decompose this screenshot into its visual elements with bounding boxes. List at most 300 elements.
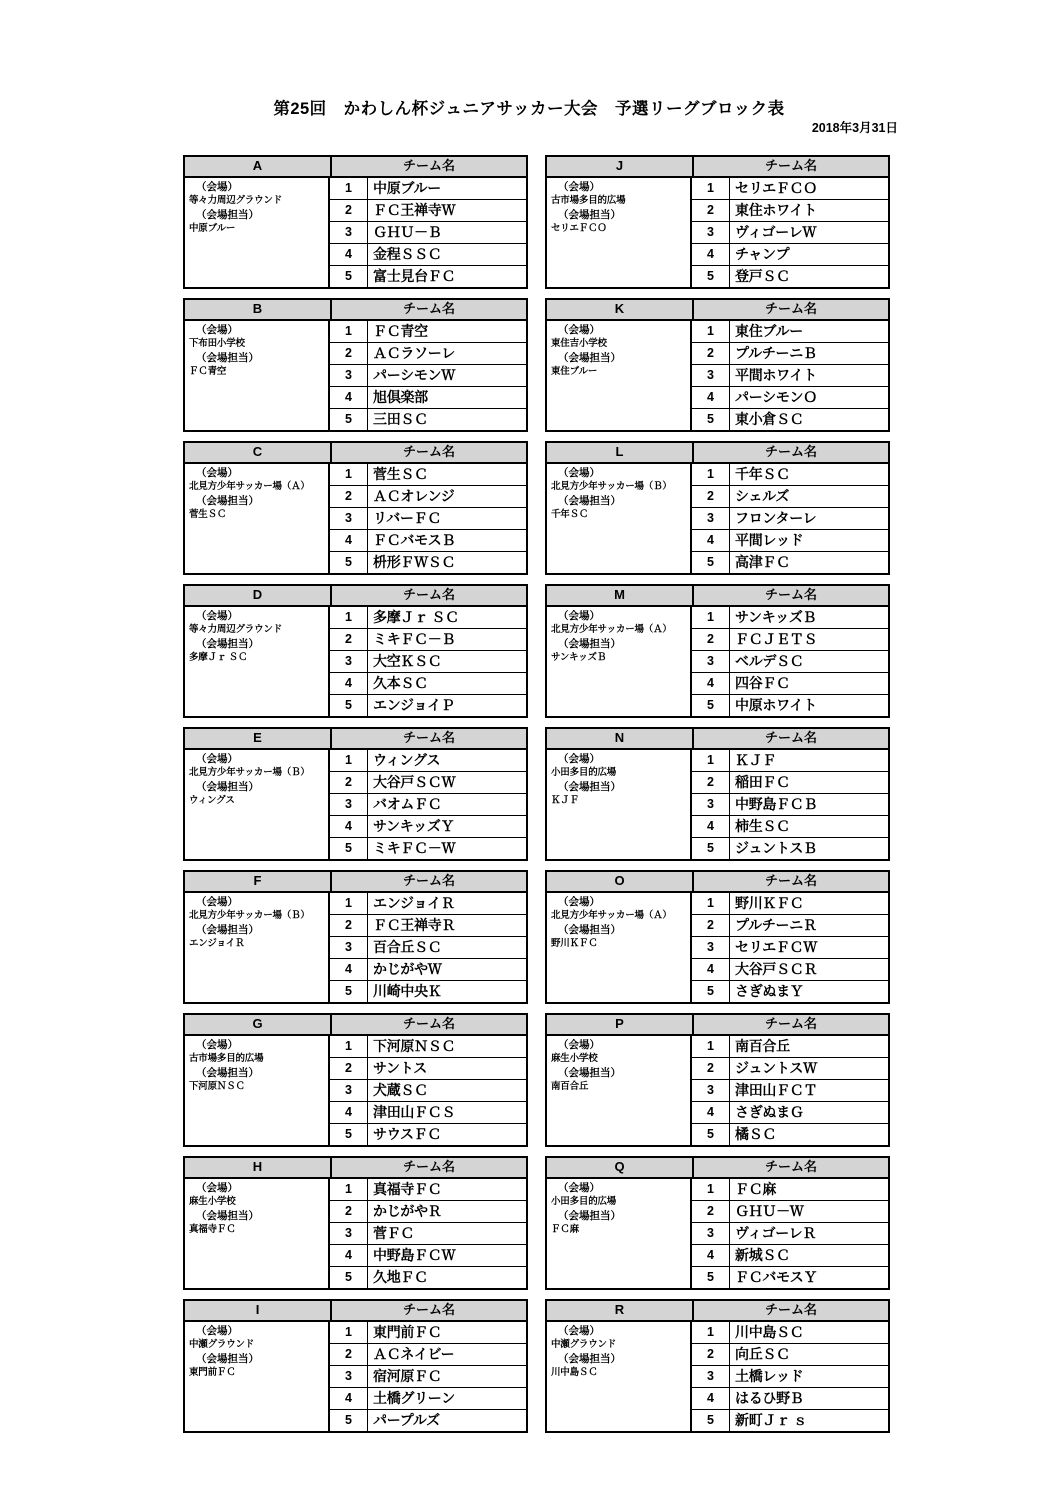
group-block xyxy=(545,1156,890,1290)
team-number: 1 xyxy=(330,1322,368,1343)
group-block xyxy=(545,298,890,432)
team-name-column-header: チーム名 xyxy=(764,158,817,173)
table-row xyxy=(330,1410,526,1431)
team-number: 2 xyxy=(330,1201,368,1222)
team-name: 久本ＳＣ xyxy=(373,675,428,691)
team-name: ミキＦＣ－Ｂ xyxy=(373,631,456,647)
team-name: かじがやＷ xyxy=(373,961,442,977)
team-number: 1 xyxy=(330,464,368,485)
team-number: 4 xyxy=(692,1102,730,1123)
venue-manager-name: 千年ＳＣ xyxy=(551,509,589,520)
table-row xyxy=(330,321,526,343)
table-row xyxy=(330,552,526,573)
team-name: 菅生ＳＣ xyxy=(373,466,428,482)
table-row xyxy=(330,1102,526,1124)
team-number: 3 xyxy=(692,937,730,958)
block-header xyxy=(547,1158,888,1179)
team-name: 三田ＳＣ xyxy=(373,411,428,427)
group-block xyxy=(545,441,890,575)
block-header xyxy=(547,586,888,607)
venue-manager-name: エンジョイＲ xyxy=(189,938,245,949)
venue-info xyxy=(185,178,330,287)
team-name-column-header: チーム名 xyxy=(764,1302,817,1317)
table-row xyxy=(330,343,526,365)
venue-label: （会場） xyxy=(558,753,600,765)
team-number: 3 xyxy=(330,365,368,386)
team-number: 1 xyxy=(330,178,368,199)
team-name: 大空ＫＳＣ xyxy=(373,653,442,669)
team-number: 5 xyxy=(692,409,730,430)
team-number: 3 xyxy=(330,937,368,958)
table-row xyxy=(692,409,888,430)
team-number: 3 xyxy=(692,1366,730,1387)
team-name-column-header: チーム名 xyxy=(402,444,455,459)
team-name: 川崎中央Ｋ xyxy=(373,983,442,999)
blocks-grid xyxy=(183,155,889,1433)
table-row xyxy=(692,959,888,981)
block-header xyxy=(547,729,888,750)
team-name: パーシモンＯ xyxy=(735,389,817,405)
block-header xyxy=(547,443,888,464)
team-number: 4 xyxy=(692,816,730,837)
venue-name: 北見方少年サッカー場（Ｂ） xyxy=(551,481,672,492)
group-block xyxy=(183,727,528,861)
team-name: リバーＦＣ xyxy=(373,510,442,526)
teams-list xyxy=(330,1179,526,1288)
block-body xyxy=(185,1179,526,1288)
team-number: 1 xyxy=(692,893,730,914)
team-name: 平間レッド xyxy=(735,532,804,548)
team-name: 百合丘ＳＣ xyxy=(373,939,442,955)
team-name: プルチーニＢ xyxy=(735,345,817,361)
venue-manager-label: （会場担当） xyxy=(196,209,259,221)
table-row xyxy=(330,673,526,695)
team-number: 4 xyxy=(692,244,730,265)
team-name: 平間ホワイト xyxy=(735,367,817,383)
team-number: 4 xyxy=(692,673,730,694)
team-number: 3 xyxy=(330,651,368,672)
venue-manager-name: セリエＦＣＯ xyxy=(551,223,607,234)
table-row xyxy=(692,1080,888,1102)
document-date: 2018年3月31日 xyxy=(811,121,898,135)
team-name: さぎぬまＹ xyxy=(735,983,804,999)
block-body xyxy=(185,893,526,1002)
team-name: 中野島ＦＣＢ xyxy=(735,796,818,812)
block-header xyxy=(547,1301,888,1322)
venue-name: 麻生小学校 xyxy=(551,1053,598,1064)
team-name: ＦＣ麻 xyxy=(735,1181,777,1197)
team-name: 土橋グリーン xyxy=(373,1390,455,1406)
team-name: 四谷ＦＣ xyxy=(735,675,790,691)
table-row xyxy=(692,629,888,651)
block-header xyxy=(547,300,888,321)
table-row xyxy=(692,1322,888,1344)
team-name-column-header: チーム名 xyxy=(402,1016,455,1031)
block-id: N xyxy=(547,729,694,748)
teams-list xyxy=(692,464,888,573)
team-name: エンジョイＲ xyxy=(373,895,455,911)
table-row xyxy=(692,772,888,794)
team-name: 南百合丘 xyxy=(735,1038,790,1054)
team-name: ＦＣ青空 xyxy=(373,323,428,339)
team-name-column-header: チーム名 xyxy=(764,1016,817,1031)
table-row xyxy=(692,222,888,244)
team-name: 富士見台ＦＣ xyxy=(373,268,456,284)
venue-name: 中瀬グラウンド xyxy=(551,1339,617,1350)
block-id: Q xyxy=(547,1158,694,1177)
table-row xyxy=(330,1201,526,1223)
group-block xyxy=(545,584,890,718)
block-id: R xyxy=(547,1301,694,1320)
table-row xyxy=(692,387,888,409)
venue-label: （会場） xyxy=(196,896,238,908)
venue-name: 麻生小学校 xyxy=(189,1196,236,1207)
venue-manager-label: （会場担当） xyxy=(558,1210,621,1222)
table-row xyxy=(692,937,888,959)
table-row xyxy=(330,981,526,1002)
teams-list xyxy=(692,321,888,430)
team-name: 東住ホワイト xyxy=(735,202,817,218)
group-block xyxy=(183,155,528,289)
team-name-column-header: チーム名 xyxy=(764,1159,817,1174)
team-number: 2 xyxy=(692,915,730,936)
table-row xyxy=(692,695,888,716)
venue-label: （会場） xyxy=(558,181,600,193)
table-row xyxy=(692,1058,888,1080)
team-number: 5 xyxy=(330,409,368,430)
table-row xyxy=(692,244,888,266)
venue-label: （会場） xyxy=(196,467,238,479)
team-number: 4 xyxy=(692,1388,730,1409)
venue-name: 下布田小学校 xyxy=(189,338,245,349)
venue-label: （会場） xyxy=(558,1325,600,1337)
teams-list xyxy=(330,321,526,430)
block-body xyxy=(547,893,888,1002)
block-body xyxy=(185,1036,526,1145)
team-number: 5 xyxy=(330,1410,368,1431)
team-name: はるひ野Ｂ xyxy=(735,1390,804,1406)
venue-name: 北見方少年サッカー場（Ｂ） xyxy=(189,910,310,921)
venue-manager-name: 下河原ＮＳＣ xyxy=(189,1081,245,1092)
team-name-column-header: チーム名 xyxy=(402,158,455,173)
block-body xyxy=(185,750,526,859)
table-row xyxy=(330,409,526,430)
team-number: 5 xyxy=(692,1124,730,1145)
group-block xyxy=(183,584,528,718)
venue-info xyxy=(185,321,330,430)
venue-manager-label: （会場担当） xyxy=(558,1353,621,1365)
team-number: 1 xyxy=(330,1179,368,1200)
team-number: 2 xyxy=(330,629,368,650)
team-name: 宿河原ＦＣ xyxy=(373,1368,442,1384)
table-row xyxy=(692,1245,888,1267)
table-row xyxy=(692,200,888,222)
block-body xyxy=(547,1322,888,1431)
group-block xyxy=(545,155,890,289)
table-row xyxy=(692,838,888,859)
venue-name: 小田多目的広場 xyxy=(551,767,617,778)
venue-manager-name: 菅生ＳＣ xyxy=(189,509,227,520)
team-name: パーシモンＷ xyxy=(373,367,455,383)
table-row xyxy=(692,1344,888,1366)
team-number: 4 xyxy=(692,959,730,980)
block-body xyxy=(547,464,888,573)
venue-name: 北見方少年サッカー場（Ａ） xyxy=(551,910,672,921)
team-name: セリエＦＣＯ xyxy=(735,180,817,196)
team-name: 金程ＳＳＣ xyxy=(373,246,442,262)
venue-label: （会場） xyxy=(558,467,600,479)
table-row xyxy=(692,1223,888,1245)
table-row xyxy=(692,552,888,573)
venue-label: （会場） xyxy=(196,324,238,336)
venue-manager-label: （会場担当） xyxy=(196,1353,259,1365)
teams-list xyxy=(330,464,526,573)
team-name-column-header: チーム名 xyxy=(764,301,817,316)
venue-manager-label: （会場担当） xyxy=(196,781,259,793)
team-name: 枡形ＦＷＳＣ xyxy=(373,554,456,570)
table-row xyxy=(330,1080,526,1102)
team-number: 3 xyxy=(692,222,730,243)
team-name: ベルデＳＣ xyxy=(735,653,804,669)
group-block xyxy=(183,441,528,575)
table-row xyxy=(692,816,888,838)
block-id: E xyxy=(185,729,332,748)
team-name: 大谷戸ＳＣＷ xyxy=(373,774,456,790)
team-number: 2 xyxy=(330,1058,368,1079)
team-number: 3 xyxy=(330,794,368,815)
team-name: 中野島ＦＣＷ xyxy=(373,1247,456,1263)
venue-label: （会場） xyxy=(196,1182,238,1194)
team-number: 5 xyxy=(330,838,368,859)
table-row xyxy=(330,1267,526,1288)
venue-manager-label: （会場担当） xyxy=(558,638,621,650)
teams-list xyxy=(330,1322,526,1431)
block-body xyxy=(547,607,888,716)
team-number: 1 xyxy=(692,1036,730,1057)
venue-manager-label: （会場担当） xyxy=(196,495,259,507)
team-name: 川中島ＳＣ xyxy=(735,1324,804,1340)
block-id: D xyxy=(185,586,332,605)
team-number: 3 xyxy=(330,508,368,529)
table-row xyxy=(692,607,888,629)
block-body xyxy=(185,178,526,287)
team-name: サンキッズＢ xyxy=(735,609,817,625)
team-number: 5 xyxy=(692,981,730,1002)
team-number: 3 xyxy=(692,794,730,815)
block-id: I xyxy=(185,1301,332,1320)
table-row xyxy=(692,1410,888,1431)
team-name: 稲田ＦＣ xyxy=(735,774,790,790)
team-number: 5 xyxy=(692,838,730,859)
venue-label: （会場） xyxy=(558,610,600,622)
table-row xyxy=(692,365,888,387)
table-row xyxy=(330,629,526,651)
venue-info xyxy=(547,750,692,859)
table-row xyxy=(330,893,526,915)
table-row xyxy=(692,530,888,552)
venue-name: 東住吉小学校 xyxy=(551,338,607,349)
venue-manager-label: （会場担当） xyxy=(196,1210,259,1222)
teams-list xyxy=(692,178,888,287)
table-row xyxy=(330,695,526,716)
table-row xyxy=(330,1388,526,1410)
block-id: A xyxy=(185,157,332,176)
team-number: 5 xyxy=(330,266,368,287)
block-header xyxy=(185,1158,526,1179)
table-row xyxy=(330,794,526,816)
block-body xyxy=(547,1036,888,1145)
block-id: G xyxy=(185,1015,332,1034)
table-row xyxy=(330,266,526,287)
team-number: 3 xyxy=(330,1366,368,1387)
venue-manager-name: ＦＣ麻 xyxy=(551,1224,579,1235)
table-row xyxy=(330,1036,526,1058)
table-row xyxy=(692,321,888,343)
team-name: 土橋レッド xyxy=(735,1368,804,1384)
table-row xyxy=(692,178,888,200)
table-row xyxy=(330,464,526,486)
table-row xyxy=(692,1366,888,1388)
table-row xyxy=(692,464,888,486)
team-name-column-header: チーム名 xyxy=(402,730,455,745)
venue-name: 小田多目的広場 xyxy=(551,1196,617,1207)
table-row xyxy=(330,1322,526,1344)
table-row xyxy=(692,1388,888,1410)
team-name: ジュントスＷ xyxy=(735,1060,817,1076)
venue-manager-label: （会場担当） xyxy=(558,495,621,507)
table-row xyxy=(330,1223,526,1245)
table-row xyxy=(330,222,526,244)
table-row xyxy=(330,1124,526,1145)
block-id: B xyxy=(185,300,332,319)
team-number: 2 xyxy=(692,1344,730,1365)
team-name: 柿生ＳＣ xyxy=(735,818,790,834)
venue-label: （会場） xyxy=(558,324,600,336)
table-row xyxy=(330,937,526,959)
table-row xyxy=(330,486,526,508)
team-number: 1 xyxy=(330,750,368,771)
table-row xyxy=(330,387,526,409)
team-name: ジュントスＢ xyxy=(735,840,817,856)
venue-name: 等々力周辺グラウンド xyxy=(189,624,283,635)
venue-info xyxy=(185,893,330,1002)
team-name: 東住ブルー xyxy=(735,323,803,339)
venue-manager-label: （会場担当） xyxy=(196,1067,259,1079)
venue-manager-label: （会場担当） xyxy=(196,352,259,364)
block-header xyxy=(185,1015,526,1036)
team-number: 4 xyxy=(692,530,730,551)
team-name: バオムＦＣ xyxy=(373,796,442,812)
venue-info xyxy=(185,607,330,716)
team-number: 5 xyxy=(330,1124,368,1145)
table-row xyxy=(692,1179,888,1201)
venue-info xyxy=(547,893,692,1002)
team-name: 新町Ｊｒ ｓ xyxy=(735,1412,808,1428)
team-number: 1 xyxy=(692,321,730,342)
team-name: ＦＣ王禅寺Ｒ xyxy=(373,917,456,933)
team-number: 1 xyxy=(692,1179,730,1200)
team-number: 4 xyxy=(692,387,730,408)
venue-name: 北見方少年サッカー場（Ａ） xyxy=(551,624,672,635)
table-row xyxy=(692,1124,888,1145)
team-name: ＦＣバモスＹ xyxy=(735,1269,818,1285)
venue-label: （会場） xyxy=(558,896,600,908)
team-number: 2 xyxy=(692,343,730,364)
venue-manager-name: 東門前ＦＣ xyxy=(189,1367,236,1378)
team-name-column-header: チーム名 xyxy=(402,301,455,316)
team-number: 5 xyxy=(330,695,368,716)
block-body xyxy=(185,1322,526,1431)
team-name: 中原ホワイト xyxy=(735,697,817,713)
team-name: 旭倶楽部 xyxy=(373,389,428,405)
block-header xyxy=(185,157,526,178)
team-name: ウィングス xyxy=(373,752,441,768)
team-name: 多摩Ｊｒ ＳＣ xyxy=(373,609,459,625)
team-number: 1 xyxy=(692,607,730,628)
team-number: 5 xyxy=(692,552,730,573)
team-number: 2 xyxy=(692,1201,730,1222)
block-id: H xyxy=(185,1158,332,1177)
venue-manager-name: 南百合丘 xyxy=(551,1081,589,1092)
table-row xyxy=(692,1102,888,1124)
team-name: 下河原ＮＳＣ xyxy=(373,1038,456,1054)
teams-list xyxy=(330,607,526,716)
team-name: 津田山ＦＣＴ xyxy=(735,1082,818,1098)
block-header xyxy=(547,1015,888,1036)
team-number: 5 xyxy=(692,1410,730,1431)
venue-info xyxy=(185,1322,330,1431)
team-name: シェルズ xyxy=(735,488,790,504)
team-name: ＦＣＪＥＴＳ xyxy=(735,631,818,647)
table-row xyxy=(330,915,526,937)
team-number: 4 xyxy=(330,673,368,694)
table-row xyxy=(692,915,888,937)
team-number: 4 xyxy=(330,959,368,980)
table-row xyxy=(692,1267,888,1288)
team-name-column-header: チーム名 xyxy=(764,873,817,888)
team-number: 1 xyxy=(330,321,368,342)
table-row xyxy=(330,959,526,981)
venue-name: 北見方少年サッカー場（Ａ） xyxy=(189,481,310,492)
venue-info xyxy=(547,1036,692,1145)
team-name-column-header: チーム名 xyxy=(402,587,455,602)
venue-manager-name: ＫＪＦ xyxy=(551,795,579,806)
venue-manager-name: ＦＣ青空 xyxy=(189,366,227,377)
table-row xyxy=(330,200,526,222)
table-row xyxy=(692,486,888,508)
venue-info xyxy=(185,750,330,859)
venue-name: 古市場多目的広場 xyxy=(189,1053,264,1064)
team-number: 1 xyxy=(330,1036,368,1057)
block-body xyxy=(185,607,526,716)
venue-manager-name: ウィングス xyxy=(189,795,235,806)
team-number: 1 xyxy=(330,607,368,628)
venue-manager-name: サンキッズＢ xyxy=(551,652,607,663)
venue-info xyxy=(547,607,692,716)
venue-manager-name: 中原ブルー xyxy=(189,223,236,234)
block-header xyxy=(185,729,526,750)
team-number: 2 xyxy=(330,1344,368,1365)
team-number: 2 xyxy=(330,200,368,221)
table-row xyxy=(330,365,526,387)
block-header xyxy=(185,586,526,607)
team-number: 4 xyxy=(330,530,368,551)
group-block xyxy=(545,727,890,861)
block-header xyxy=(185,872,526,893)
venue-label: （会場） xyxy=(196,181,238,193)
team-name: ＡＣラソーレ xyxy=(373,345,455,361)
team-name: ヴィゴーレＷ xyxy=(735,224,817,240)
